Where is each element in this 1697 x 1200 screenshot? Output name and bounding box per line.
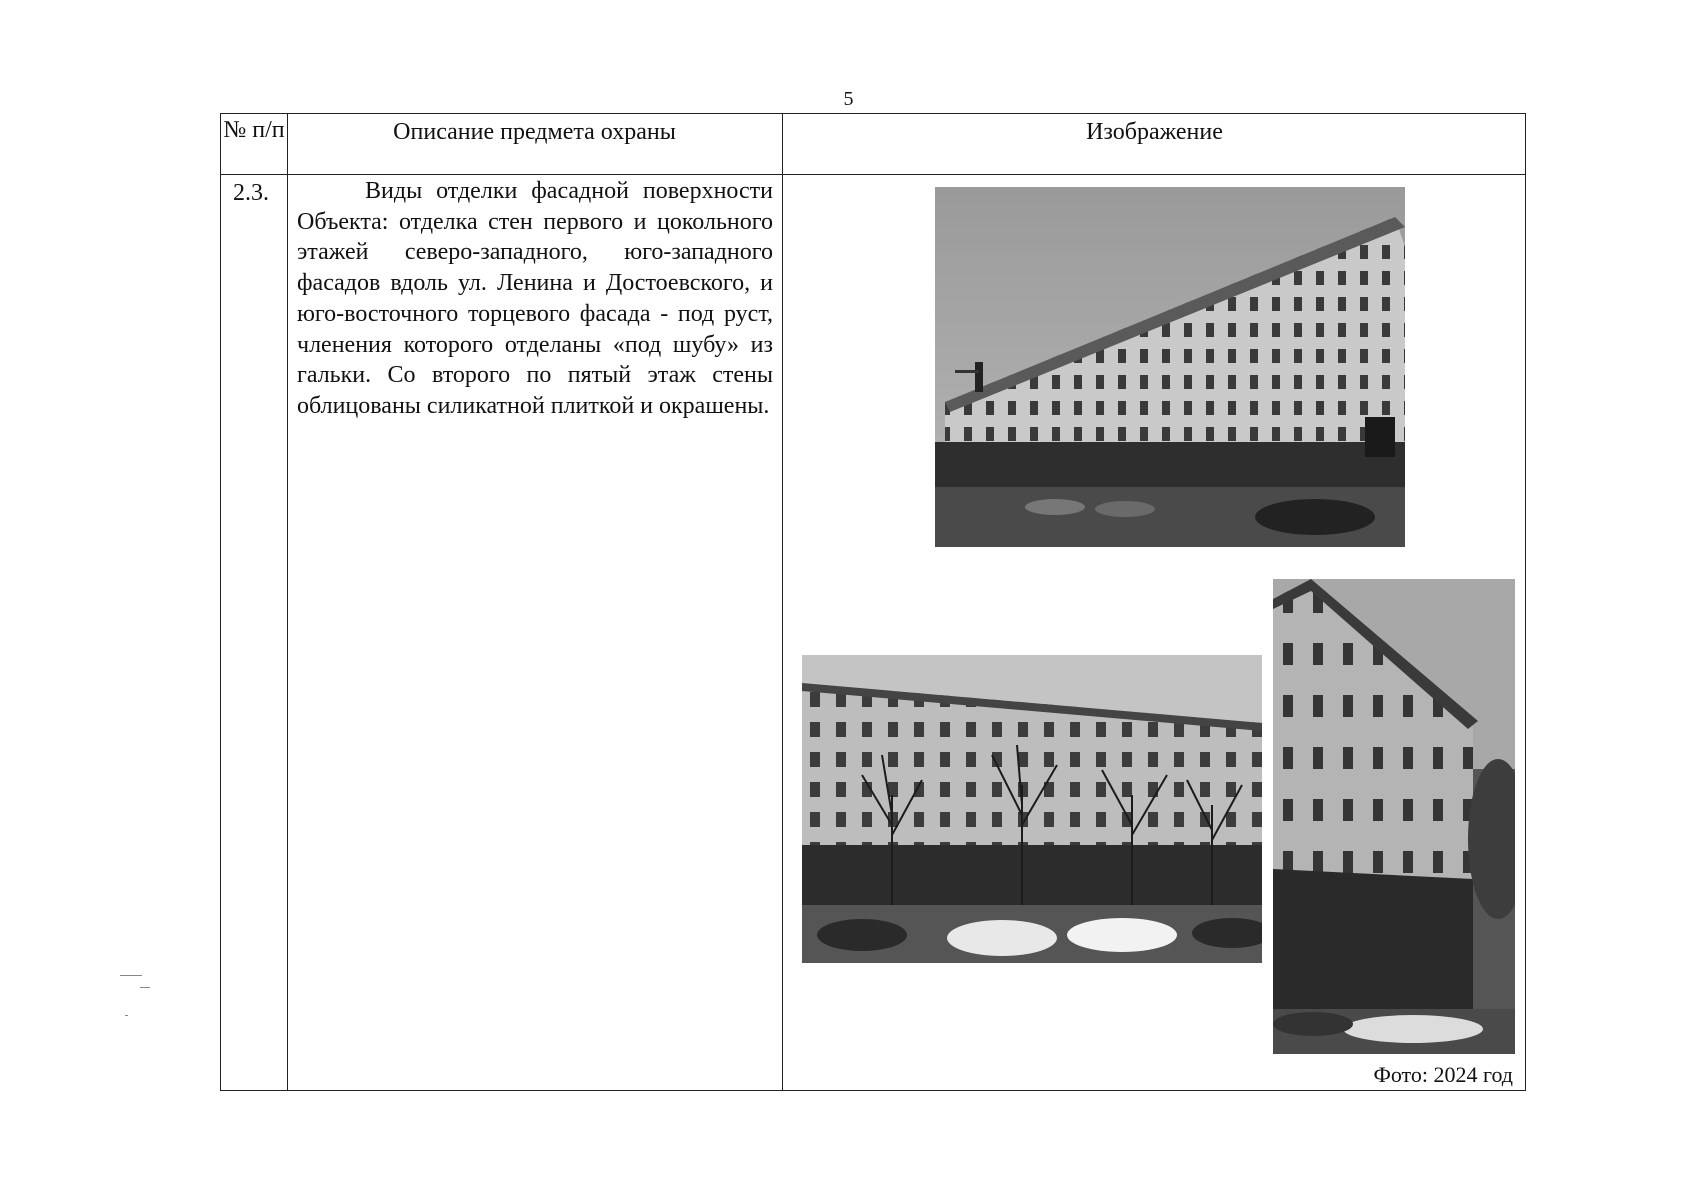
scan-speck [140,987,150,988]
protection-table [220,113,1526,1091]
header-image: Изображение [1086,119,1223,145]
column-divider [782,114,783,1090]
scan-speck [120,975,142,976]
header-divider [221,174,1525,175]
page-number: 5 [843,88,854,110]
row-description: Виды отделки фасадной поверхности Объекта: отделка стен первого и цокольного этажей северо-западного, юго-западного фасадов вдоль ул. Ленина и Достоевского, и юго-восточного торцевого фасада - под руст, членения которого отделаны «под шубу» из гальки. Со второго по пятый этаж стены облицованы силикатной плиткой и окрашены. [297,178,773,419]
column-divider [287,114,288,1090]
building-photo-facade [802,655,1262,963]
scan-speck [125,1015,128,1016]
photo-caption: Фото: 2024 год [1373,1062,1513,1087]
row-number: 2.3. [233,180,269,206]
header-description: Описание предмета охраны [393,119,676,145]
building-photo-end-facade [1273,579,1515,1054]
building-photo-corner [935,187,1405,547]
header-num: № п/п [223,117,285,143]
